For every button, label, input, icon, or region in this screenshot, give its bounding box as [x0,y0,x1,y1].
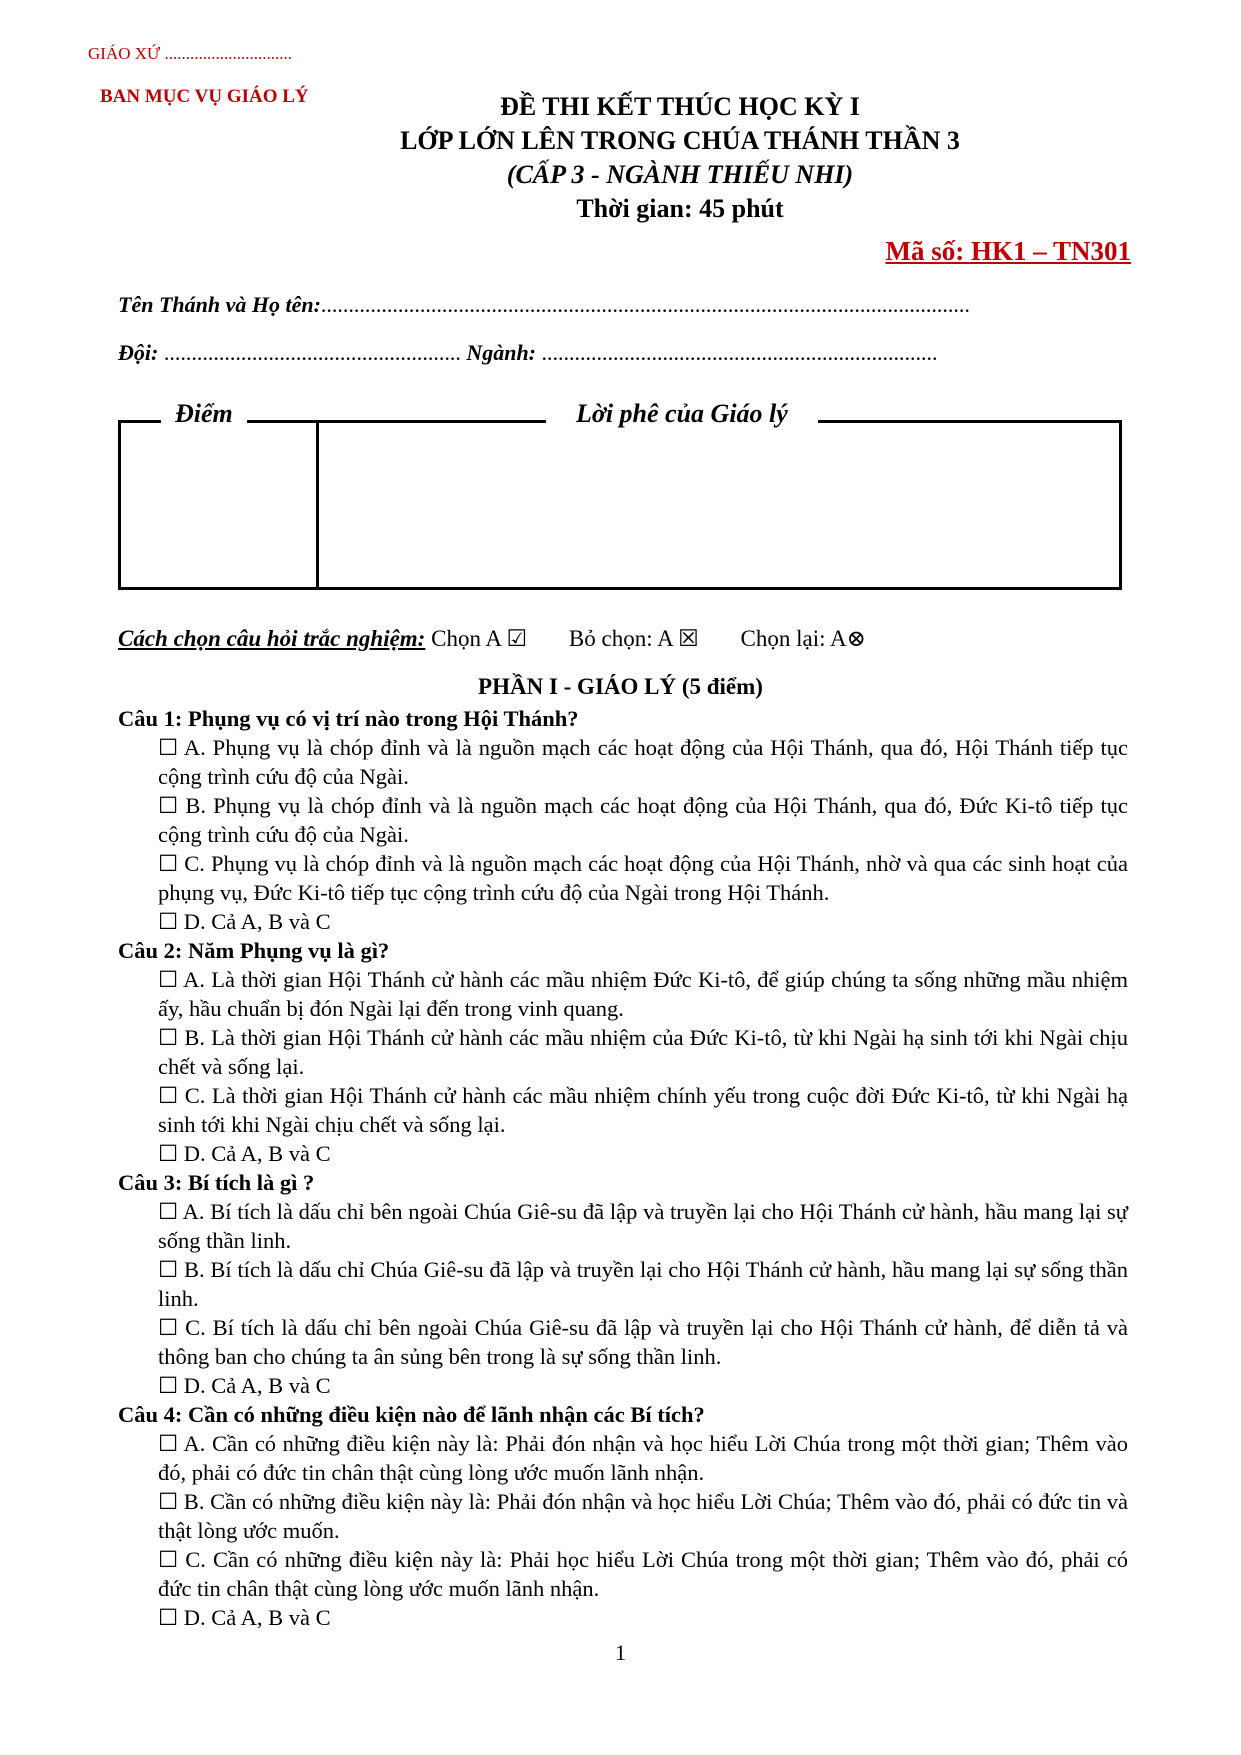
option-c[interactable]: ☐ C. Cần có những điều kiện này là: Phải học hiểu Lời Chúa trong một thời gian; Thêm vào đó, phải có đức tin chân thật cùng lòng ước muốn lãnh nhận. [158,1547,1128,1601]
team-label: Đội: [118,340,159,365]
page-number: 1 [615,1640,626,1665]
option-b[interactable]: ☐ B. Cần có những điều kiện này là: Phải đón nhận và học hiểu Lời Chúa; Thêm vào đó, phải có đức tin và thật lòng ước muốn. [158,1489,1128,1543]
question-text: Câu 2: Năm Phụng vụ là gì? [118,938,390,963]
score-label: Điểm [161,399,247,429]
option-b[interactable]: ☐ B. Bí tích là dấu chỉ Chúa Giê-su đã lập và truyền lại cho Hội Thánh cử hành, hầu mang lại sự sống thần linh. [158,1257,1128,1311]
grade-box-divider [316,423,319,587]
question-text: Câu 4: Cần có những điều kiện nào để lãnh nhận các Bí tích? [118,1402,705,1427]
name-field[interactable] [118,292,970,318]
branch-label: Ngành: [466,340,537,365]
option-c[interactable]: ☐ C. Là thời gian Hội Thánh cử hành các mầu nhiệm chính yếu trong cuộc đời Đức Ki-tô, từ khi Ngài hạ sinh tới khi Ngài chịu chết và sống lại. [158,1083,1128,1137]
question-4 [118,1400,1128,1632]
option-b[interactable]: ☐ B. Là thời gian Hội Thánh cử hành các mầu nhiệm của Đức Ki-tô, từ khi Ngài hạ sinh tới khi Ngài chịu chết và sống lại. [158,1025,1128,1079]
exam-title: ĐỀ THI KẾT THÚC HỌC KỲ I [500,92,860,121]
name-label: Tên Thánh và Họ tên: [118,292,321,317]
branch-dots: ........................................................................ [541,340,938,365]
team-branch-field[interactable] [118,340,938,366]
question-text: Câu 3: Bí tích là gì ? [118,1170,315,1195]
option-d[interactable]: ☐ D. Cả A, B và C [158,1605,331,1630]
grade-box [118,399,1122,590]
committee-name: BAN MỤC VỤ GIÁO LÝ [100,86,309,107]
option-b[interactable]: ☐ B. Phụng vụ là chóp đỉnh và là nguồn mạch các hoạt động của Hội Thánh, qua đó, Đức Ki-tô tiếp tục cộng trình cứu độ của Ngài. [158,793,1128,847]
comment-label: Lời phê của Giáo lý [546,399,818,429]
parish-line: GIÁO XỨ .............................. [88,44,292,63]
level-title: (CẤP 3 - NGÀNH THIẾU NHI) [506,160,854,189]
instruction-unchoose: Bỏ chọn: A ☒ [568,626,699,651]
class-title: LỚP LỚN LÊN TRONG CHÚA THÁNH THẦN 3 [400,126,960,155]
team-dots: ...................................................... [163,340,461,365]
option-d[interactable]: ☐ D. Cả A, B và C [158,1141,331,1166]
option-d[interactable]: ☐ D. Cả A, B và C [158,1373,331,1398]
exam-time: Thời gian: 45 phút [576,194,784,223]
option-a[interactable]: ☐ A. Bí tích là dấu chỉ bên ngoài Chúa Giê-su đã lập và truyền lại cho Hội Thánh cử hành, hầu mang lại sự sống thần linh. [158,1199,1128,1253]
option-a[interactable]: ☐ A. Là thời gian Hội Thánh cử hành các mầu nhiệm Đức Ki-tô, để giúp chúng ta sống những mầu nhiệm ấy, hầu chuẩn bị đón Ngài lại đến trong vinh quang. [158,967,1128,1021]
instruction-rechoose: Chọn lại: A⊗ [740,626,866,651]
instructions-label: Cách chọn câu hỏi trắc nghiệm: [118,626,426,651]
answer-instructions [118,626,866,652]
option-a[interactable]: ☐ A. Cần có những điều kiện này là: Phải đón nhận và học hiểu Lời Chúa trong một thời gian; Thêm vào đó, phải có đức tin chân thật cùng lòng ước muốn lãnh nhận. [158,1431,1128,1485]
section-title: PHẦN I - GIÁO LÝ (5 điểm) [478,674,763,699]
option-c[interactable]: ☐ C. Phụng vụ là chóp đỉnh và là nguồn mạch các hoạt động của Hội Thánh, nhờ và qua các sinh hoạt của phụng vụ, Đức Ki-tô tiếp tục cộng trình cứu độ của Ngài trong Hội Thánh. [158,851,1128,905]
name-dots: ...................................................................................................................... [320,292,970,317]
questions-list [118,704,1128,1632]
option-c[interactable]: ☐ C. Bí tích là dấu chỉ bên ngoài Chúa Giê-su đã lập và truyền lại cho Hội Thánh cử hành, để diễn tả và thông ban cho chúng ta ân sủng bên trong là sự sống thần linh. [158,1315,1128,1369]
question-2 [118,936,1128,1168]
question-1 [118,704,1128,936]
instruction-choose: Chọn A ☑ [431,626,528,651]
option-a[interactable]: ☐ A. Phụng vụ là chóp đỉnh và là nguồn mạch các hoạt động của Hội Thánh, qua đó, Hội Thánh tiếp tục cộng trình cứu độ của Ngài. [158,735,1128,789]
question-3 [118,1168,1128,1400]
option-d[interactable]: ☐ D. Cả A, B và C [158,909,331,934]
question-text: Câu 1: Phụng vụ có vị trí nào trong Hội Thánh? [118,706,579,731]
exam-code: Mã số: HK1 – TN301 [885,236,1131,266]
